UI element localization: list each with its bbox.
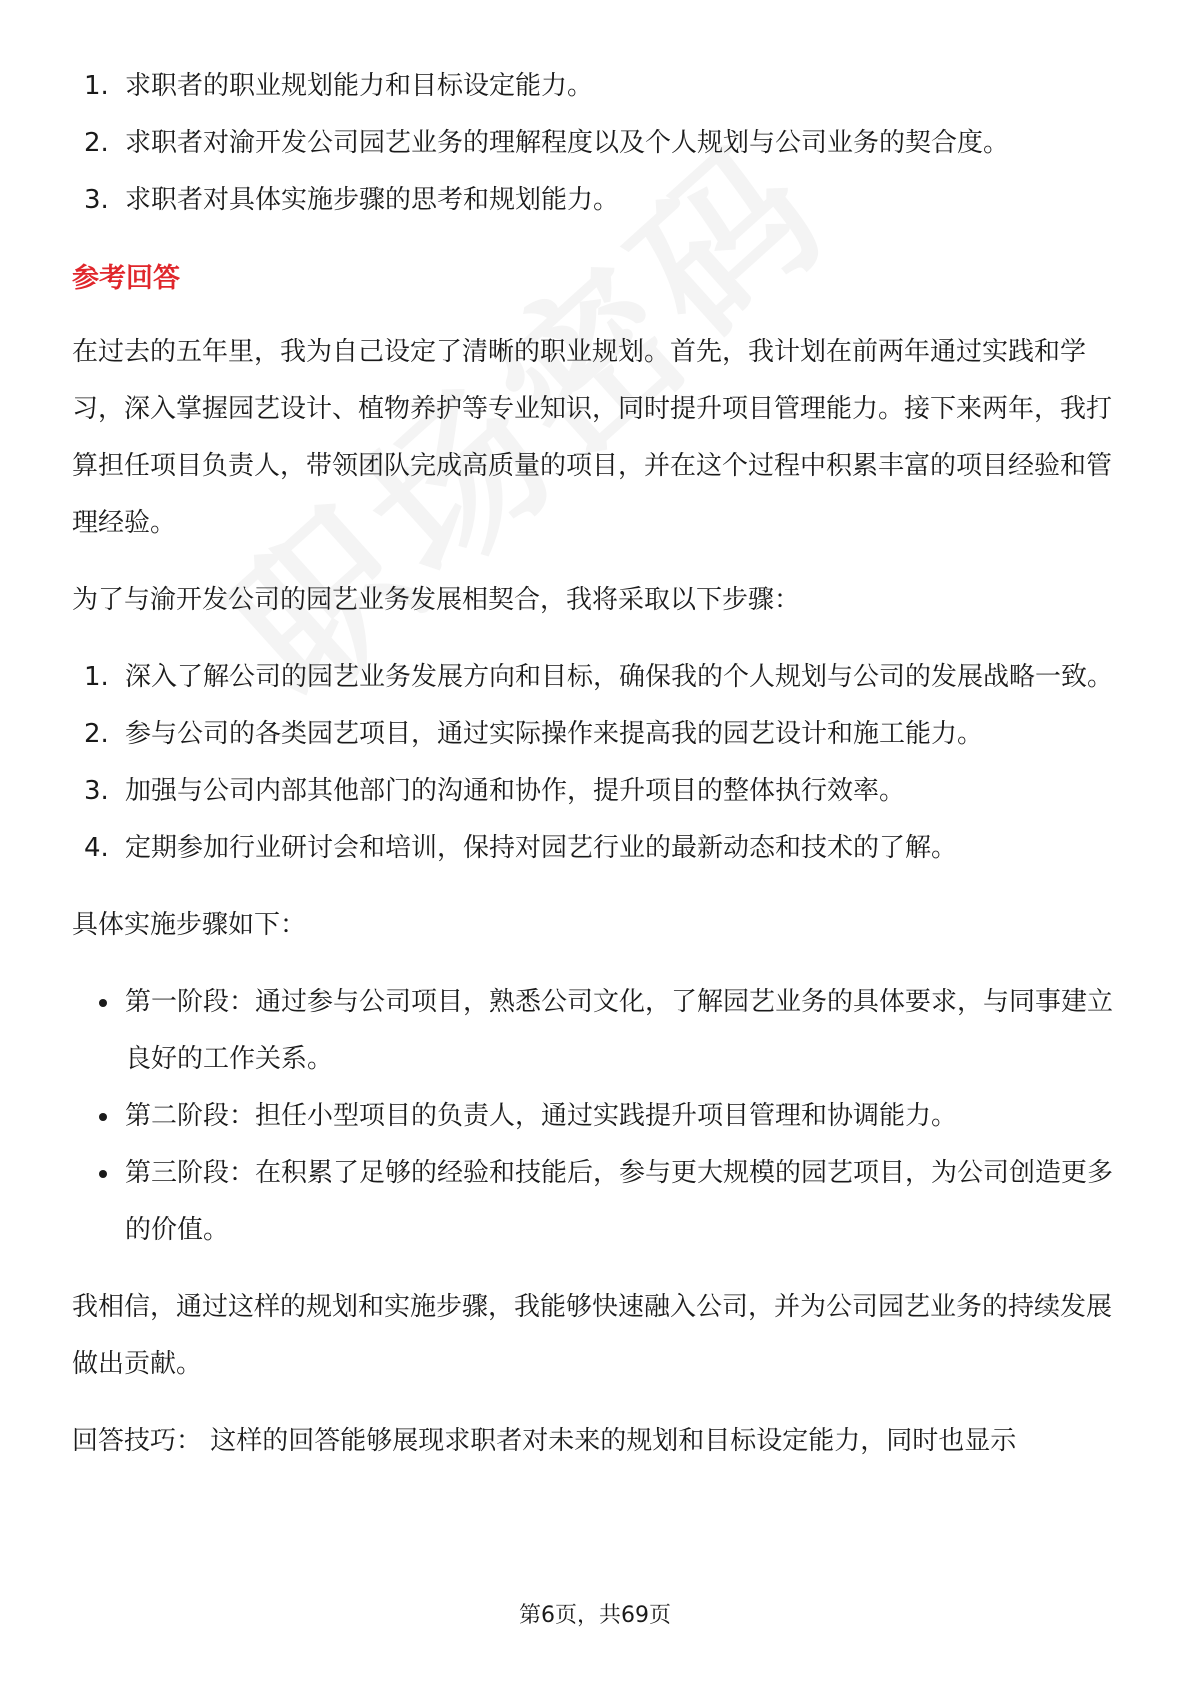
list-item: 4. 定期参加行业研讨会和培训，保持对园艺行业的最新动态和技术的了解。 bbox=[84, 833, 958, 863]
list-item: 1. 求职者的职业规划能力和目标设定能力。 bbox=[84, 71, 594, 101]
bullet-icon bbox=[99, 1170, 107, 1178]
list-item: 1. 深入了解公司的园艺业务发展方向和目标，确保我的个人规划与公司的发展战略一致。 bbox=[84, 662, 1114, 692]
paragraph-tips: 回答技巧： 这样的回答能够展现求职者对未来的规划和目标设定能力，同时也显示 bbox=[72, 1426, 1017, 1456]
list-item: 第二阶段：担任小型项目的负责人，通过实践提升项目管理和协调能力。 bbox=[72, 1088, 1122, 1145]
bullet-icon bbox=[99, 1113, 107, 1121]
paragraph-phases-intro: 具体实施步骤如下： bbox=[72, 910, 307, 940]
phase-list bbox=[72, 974, 1122, 1259]
bullet-icon bbox=[99, 999, 107, 1007]
list-item: 3. 加强与公司内部其他部门的沟通和协作，提升项目的整体执行效率。 bbox=[84, 776, 906, 806]
section-heading: 参考回答 bbox=[72, 263, 180, 294]
page-number: 第6页，共69页 bbox=[519, 1603, 671, 1628]
paragraph-steps-intro: 为了与渝开发公司的园艺业务发展相契合，我将采取以下步骤： bbox=[72, 585, 801, 615]
list-item: 第一阶段：通过参与公司项目，熟悉公司文化，了解园艺业务的具体要求，与同事建立良好的工作关系。 bbox=[72, 974, 1122, 1088]
paragraph-conclusion: 我相信，通过这样的规划和实施步骤，我能够快速融入公司，并为公司园艺业务的持续发展做出贡献。 bbox=[72, 1292, 1113, 1379]
list-item: 3. 求职者对具体实施步骤的思考和规划能力。 bbox=[84, 185, 620, 215]
list-item: 第三阶段：在积累了足够的经验和技能后，参与更大规模的园艺项目，为公司创造更多的价值。 bbox=[72, 1145, 1122, 1259]
list-item: 2. 参与公司的各类园艺项目，通过实际操作来提高我的园艺设计和施工能力。 bbox=[84, 719, 984, 749]
intro-list bbox=[72, 58, 1122, 229]
steps-list bbox=[72, 649, 1122, 877]
page-content bbox=[72, 58, 1122, 1470]
list-item: 2. 求职者对渝开发公司园艺业务的理解程度以及个人规划与公司业务的契合度。 bbox=[84, 128, 1010, 158]
paragraph-plan: 在过去的五年里，我为自己设定了清晰的职业规划。首先，我计划在前两年通过实践和学习，深入掌握园艺设计、植物养护等专业知识，同时提升项目管理能力。接下来两年，我打算担任项目负责人，带领团队完成高质量的项目，并在这个过程中积累丰富的项目经验和管理经验。 bbox=[72, 337, 1113, 538]
